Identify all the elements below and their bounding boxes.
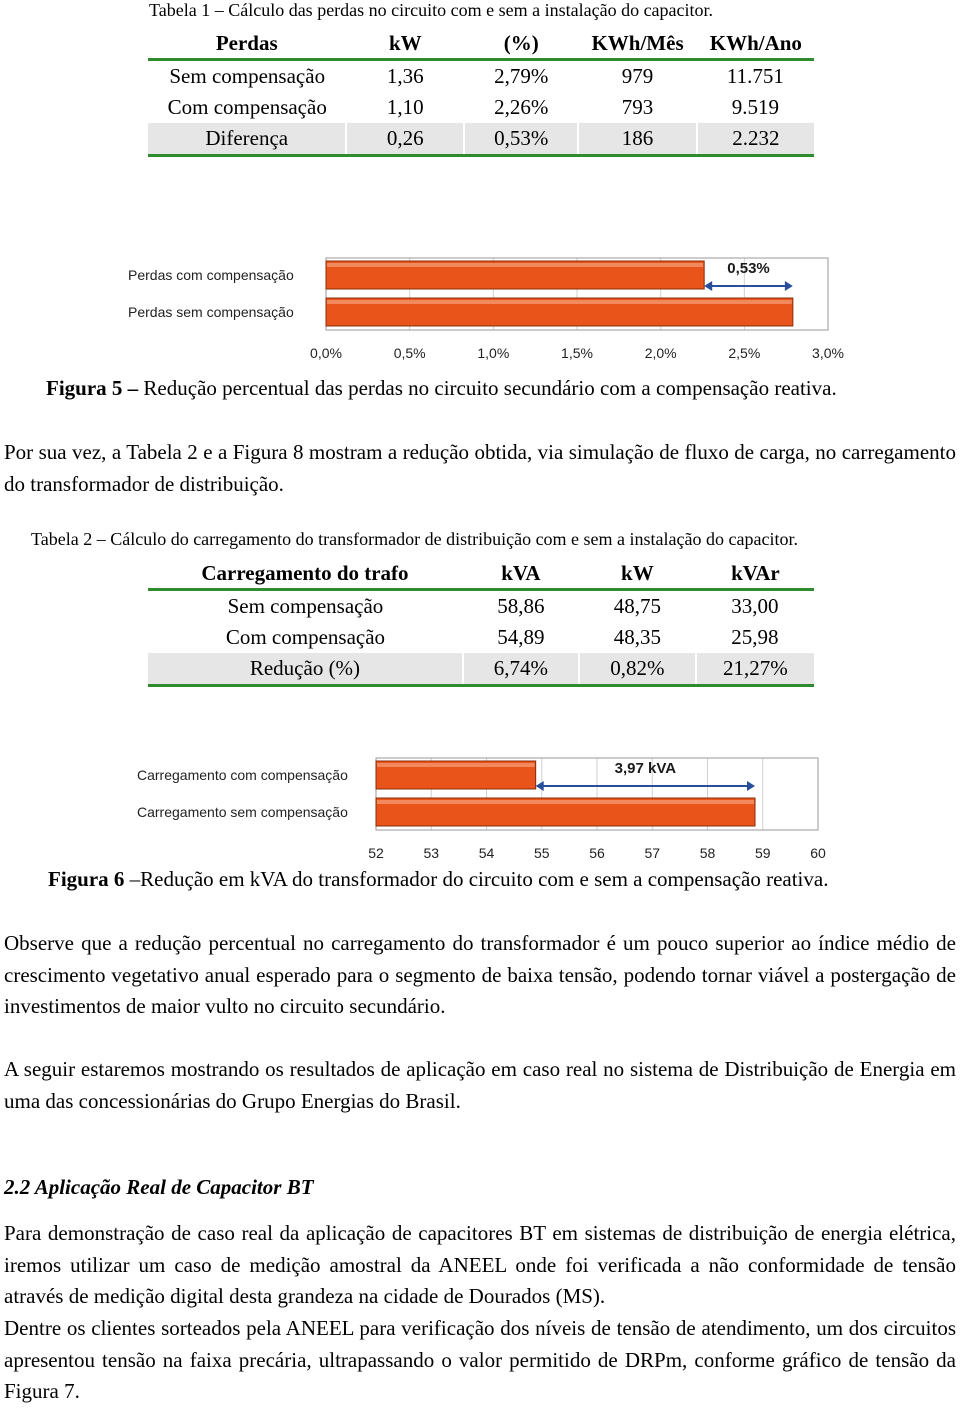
category-label: Perdas com compensação bbox=[128, 267, 294, 283]
table1-cell: 186 bbox=[578, 123, 696, 156]
table1-cell: 0,26 bbox=[346, 123, 464, 156]
annotation-arrow-right bbox=[747, 781, 755, 791]
tick-label: 58 bbox=[699, 845, 716, 861]
annotation-arrow-right bbox=[785, 281, 793, 291]
table2-cell: Redução (%) bbox=[148, 653, 463, 686]
table-row bbox=[148, 590, 814, 623]
figure5-plot bbox=[128, 258, 844, 361]
figure5-chart bbox=[120, 250, 844, 370]
tick-label: 52 bbox=[368, 845, 384, 861]
table-row bbox=[148, 622, 814, 653]
bar-highlight bbox=[377, 800, 754, 804]
table1-cell: Com compensação bbox=[167, 95, 327, 119]
table-row bbox=[148, 92, 814, 123]
annotation-arrow-left bbox=[536, 781, 544, 791]
table2-cell: Com compensação bbox=[225, 625, 386, 649]
table2-cell: 6,74% bbox=[463, 653, 579, 686]
bar-highlight bbox=[377, 763, 535, 767]
table1-header-cell: KWh/Ano bbox=[697, 28, 814, 60]
table1-cell: 1,36 bbox=[386, 64, 424, 88]
table1-cell: 793 bbox=[621, 95, 654, 119]
table1-cell: 0,53% bbox=[464, 123, 578, 156]
tick-label: 2,0% bbox=[644, 345, 677, 361]
table2-cell: 33,00 bbox=[731, 594, 779, 618]
table2-cell: 0,82% bbox=[579, 653, 696, 686]
table-row bbox=[148, 123, 814, 156]
tick-label: 54 bbox=[478, 845, 495, 861]
table1 bbox=[148, 28, 814, 157]
table1-cell: 9.519 bbox=[731, 95, 779, 119]
tick-label: 0,0% bbox=[310, 345, 342, 361]
tick-label: 3,0% bbox=[812, 345, 844, 361]
table2-header-cell: kW bbox=[579, 558, 696, 590]
tick-label: 57 bbox=[644, 845, 661, 861]
category-label: Perdas sem compensação bbox=[128, 304, 294, 320]
tick-label: 55 bbox=[533, 845, 550, 861]
tick-label: 1,5% bbox=[561, 345, 593, 361]
table1-cell: Diferença bbox=[148, 123, 346, 156]
paragraph-1: Por sua vez, a Tabela 2 e a Figura 8 mostram a redução obtida, via simulação de fluxo de carga, no carregamento do transformador de distribuição. bbox=[4, 440, 956, 496]
table2-header-cell: Carregamento do trafo bbox=[148, 558, 463, 590]
figure5-caption-text: Redução percentual das perdas no circuito secundário com a compensação reativa. bbox=[138, 376, 837, 400]
table1-cell: 2,26% bbox=[494, 95, 549, 119]
table-row bbox=[148, 653, 814, 686]
table2-cell: 21,27% bbox=[696, 653, 814, 686]
figure6-chart bbox=[120, 750, 840, 868]
table1-caption: Tabela 1 – Cálculo das perdas no circuito com e sem a instalação do capacitor. bbox=[149, 0, 714, 20]
annotation-label: 3,97 kVA bbox=[614, 760, 677, 777]
tick-label: 2,5% bbox=[728, 345, 761, 361]
figure6-caption-text: –Redução em kVA do transformador do circuito com e sem a compensação reativa. bbox=[124, 867, 829, 891]
table1-cell: Sem compensação bbox=[169, 64, 326, 88]
category-label: Carregamento sem compensação bbox=[137, 804, 348, 820]
paragraph-3: A seguir estaremos mostrando os resultados de aplicação em caso real no sistema de Distribuição de Energia em uma das concessionárias do Grupo Energias do Brasil. bbox=[4, 1057, 956, 1113]
paragraph-5: Dentre os clientes sorteados pela ANEEL para verificação dos níveis de tensão de atendimento, um dos circuitos apresentou tensão na faixa precária, ultrapassando o valor permitido de DRPm, conforme gráfico de tensão da Figura 7. bbox=[4, 1316, 956, 1403]
table2-cell: 48,75 bbox=[613, 594, 661, 618]
table2-cell: 48,35 bbox=[613, 625, 661, 649]
table1-cell: 979 bbox=[621, 64, 654, 88]
tick-label: 0,5% bbox=[393, 345, 426, 361]
paragraph-2: Observe que a redução percentual no carregamento do transformador é um pouco superior ao índice médio de crescimento vegetativo anual esperado para o segmento de baixa tensão, podendo tornar viável a postergação de investimentos de maior vulto no circuito secundário. bbox=[4, 931, 956, 1018]
tick-label: 60 bbox=[810, 845, 826, 861]
section-heading: 2.2 Aplicação Real de Capacitor BT bbox=[4, 1175, 314, 1199]
table1-cell: 2,79% bbox=[494, 64, 549, 88]
bar-highlight bbox=[327, 300, 792, 304]
table1-cell: 1,10 bbox=[386, 95, 424, 119]
figure6-caption-label: Figura 6 bbox=[48, 867, 125, 891]
table2 bbox=[148, 558, 814, 687]
table1-header-cell: KWh/Mês bbox=[578, 28, 696, 60]
tick-label: 53 bbox=[423, 845, 440, 861]
table2-cell: 25,98 bbox=[731, 625, 779, 649]
table2-caption: Tabela 2 – Cálculo do carregamento do transformador de distribuição com e sem a instalação do capacitor. bbox=[31, 529, 798, 549]
table-row bbox=[148, 60, 814, 93]
table1-cell: 11.751 bbox=[726, 64, 784, 88]
table2-cell: Sem compensação bbox=[227, 594, 384, 618]
figure6-plot bbox=[137, 758, 826, 861]
category-label: Carregamento com compensação bbox=[137, 767, 348, 783]
bar-highlight bbox=[327, 263, 703, 267]
figure6-caption bbox=[48, 867, 828, 892]
table1-header-cell: Perdas bbox=[148, 28, 346, 60]
table1-header-cell: kW bbox=[346, 28, 464, 60]
table2-cell: 58,86 bbox=[497, 594, 545, 618]
table2-cell: 54,89 bbox=[497, 625, 545, 649]
paragraph-4: Para demonstração de caso real da aplicação de capacitores BT em sistemas de distribuição de energia elétrica, iremos utilizar um caso de medição amostral da ANEEL onde foi verificada a não conformidade de tensão através de medição digital desta grandeza na cidade de Dourados (MS). bbox=[4, 1221, 956, 1308]
tick-label: 56 bbox=[589, 845, 605, 861]
annotation-label: 0,53% bbox=[727, 260, 770, 277]
table1-header-row bbox=[148, 28, 814, 60]
figure5-caption bbox=[46, 376, 837, 401]
table2-header-row bbox=[148, 558, 814, 590]
tick-label: 1,0% bbox=[477, 345, 510, 361]
table2-header-cell: kVAr bbox=[696, 558, 814, 590]
annotation-arrow-left bbox=[704, 281, 712, 291]
table1-header-cell: (%) bbox=[464, 28, 578, 60]
figure5-caption-label: Figura 5 – bbox=[46, 376, 139, 400]
tick-label: 59 bbox=[754, 845, 771, 861]
table1-cell: 2.232 bbox=[697, 123, 814, 156]
table2-header-cell: kVA bbox=[463, 558, 579, 590]
